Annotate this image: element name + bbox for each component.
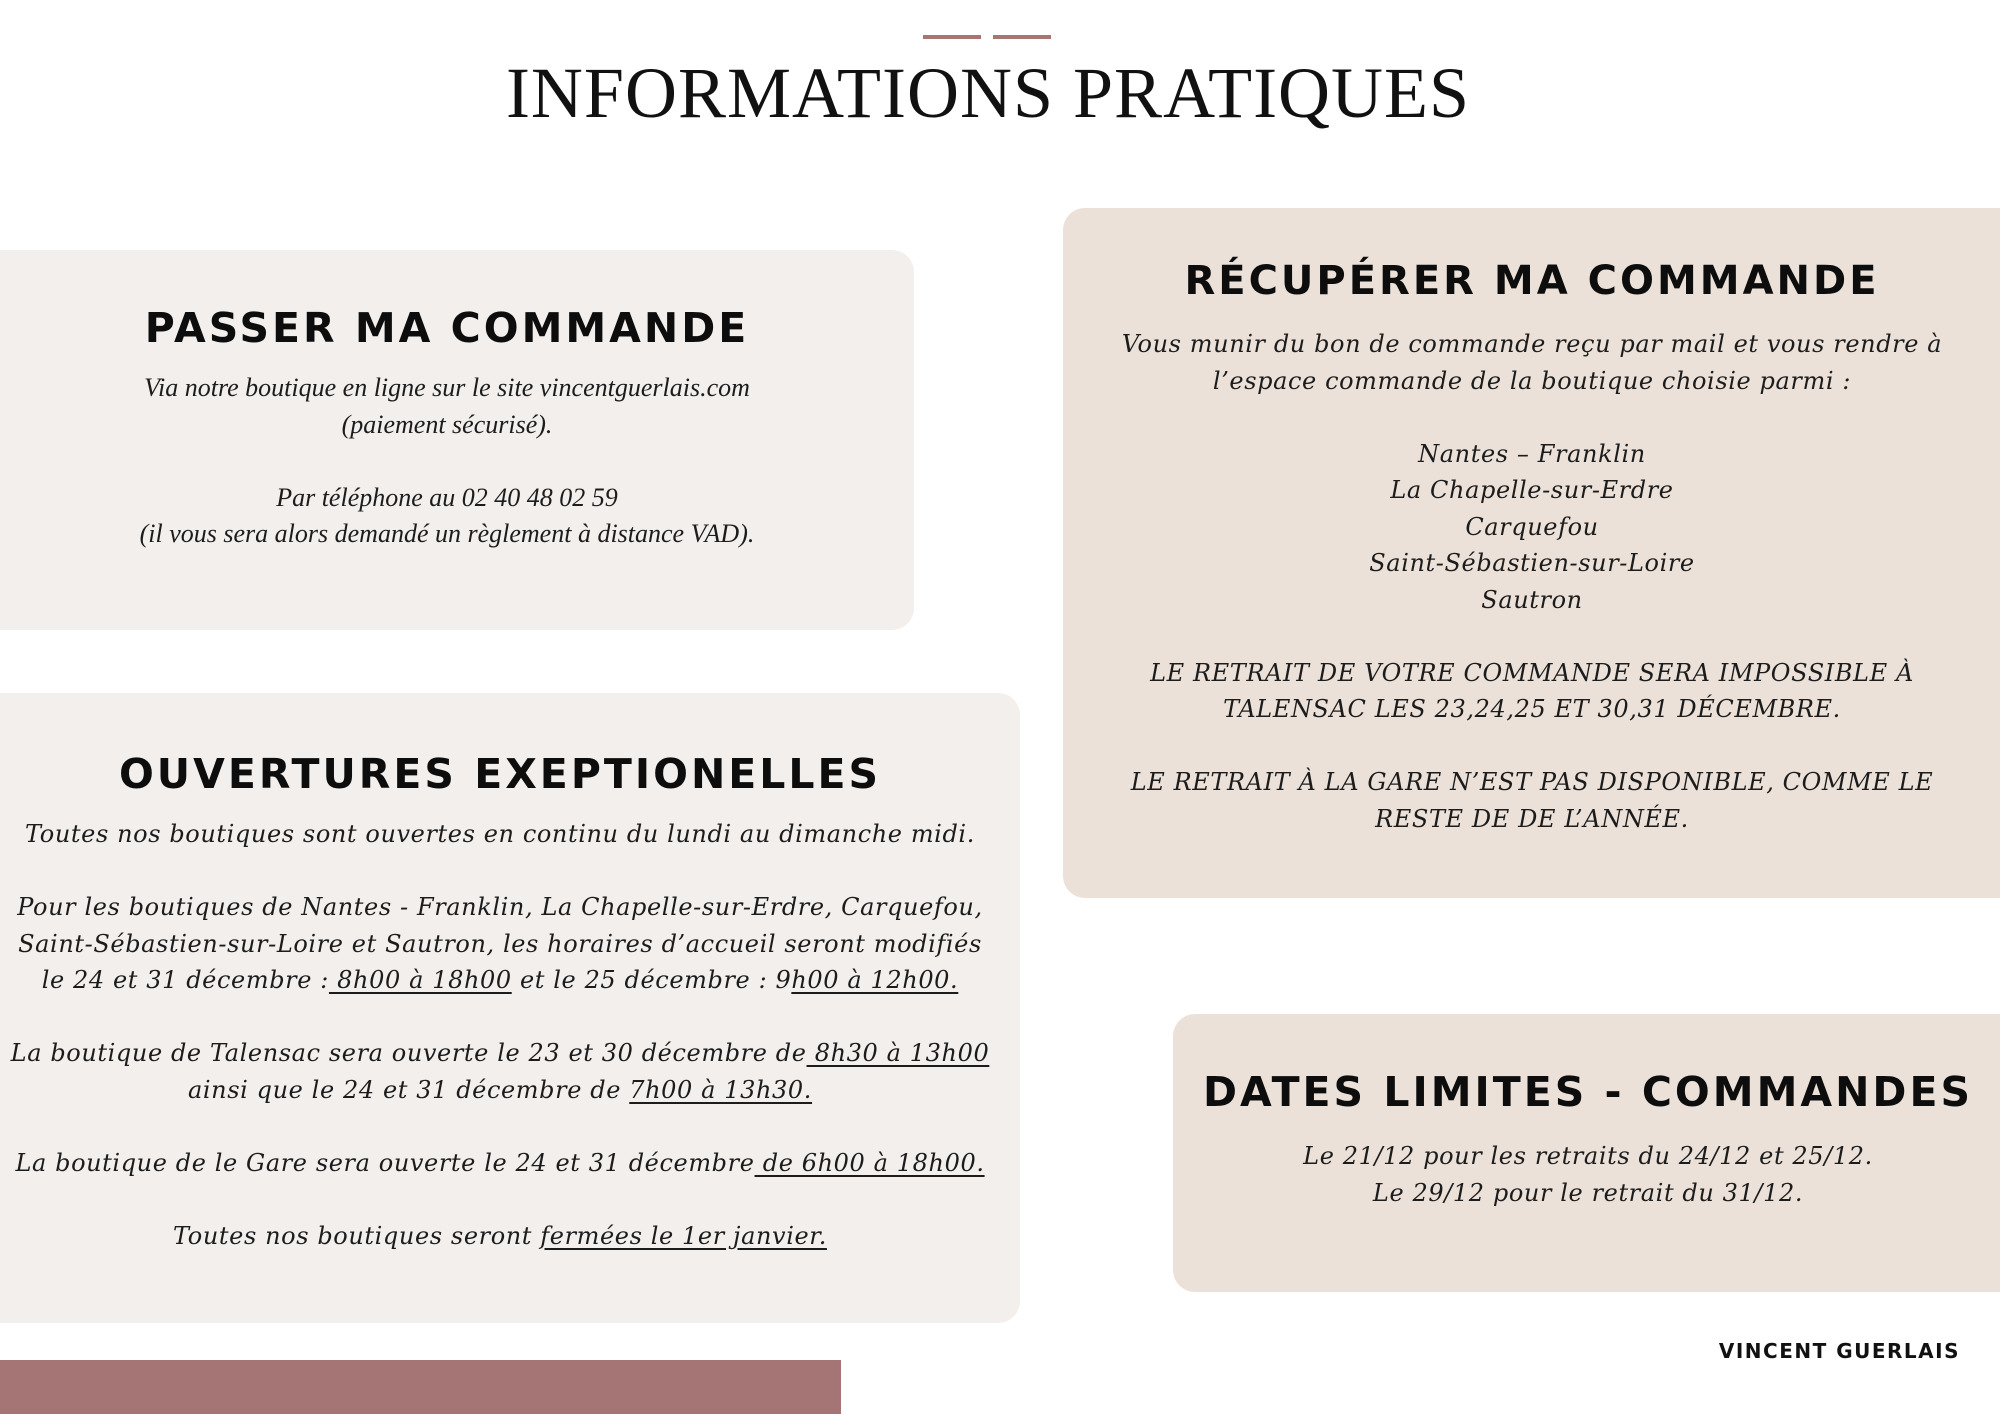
pickup-intro-text [1063, 326, 2000, 399]
opening-closed-line [0, 1218, 1020, 1255]
opening-talensac-line-1 [0, 1035, 1020, 1072]
opening-gare-hours: de 6h00 à 18h00. [754, 1148, 985, 1177]
opening-general-line: Toutes nos boutiques sont ouvertes en continu du lundi au dimanche midi. [25, 820, 975, 848]
order-info-card [0, 250, 914, 630]
pickup-heading: RÉCUPÉRER MA COMMANDE [1184, 258, 1880, 304]
opening-gare-line [0, 1145, 1020, 1182]
pickup-notice-talensac [1063, 655, 2000, 728]
opening-closed-date: fermées le 1er janvier. [540, 1221, 827, 1250]
order-heading: PASSER MA COMMANDE [144, 304, 750, 352]
opening-talensac-hours-1: 8h30 à 13h00 [806, 1039, 990, 1067]
pickup-notice-gare-line-2: RESTE DE DE L’ANNÉE. [1375, 804, 1689, 833]
bottom-accent-bar [0, 1360, 841, 1414]
opening-heading: OUVERTURES EXEPTIONELLES [118, 750, 882, 798]
opening-shops-date-2: et le 25 décembre : 9 [511, 966, 792, 994]
order-vad-line: (il vous sera alors demandé un règlement à distance VAD). [139, 519, 755, 548]
order-online-line: Via notre boutique en ligne sur le site vincentguerlais.com [144, 373, 750, 402]
pickup-shop-item: La Chapelle-sur-Erdre [1390, 476, 1674, 504]
opening-gare-text [0, 1145, 1020, 1182]
pickup-shop-item: Sautron [1481, 585, 1583, 614]
deadlines-text [1173, 1138, 2000, 1211]
opening-gare-date: La boutique de le Gare sera ouverte le 24 et 31 décembre [15, 1148, 755, 1177]
deadlines-heading: DATES LIMITES - COMMANDES [1202, 1068, 1974, 1116]
pickup-shop-item: Carquefou [1465, 512, 1599, 541]
pickup-notice-gare-line-1: LE RETRAIT À LA GARE N’EST PAS DISPONIBLE, COMME LE [1130, 768, 1934, 796]
opening-shops-hours-1: 8h00 à 18h00 [328, 966, 512, 994]
pickup-shop-item: Nantes – Franklin [1418, 439, 1646, 468]
title-decoration-left [923, 35, 981, 39]
pickup-notice-gare [1063, 764, 2000, 837]
page-title: INFORMATIONS PRATIQUES [505, 53, 1471, 133]
order-secure-line: (paiement sécurisé). [341, 409, 553, 439]
opening-shops-line-2: Saint-Sébastien-sur-Loire et Sautron, les horaires d’accueil seront modifiés [18, 929, 982, 958]
opening-general-text [0, 816, 1020, 853]
deadline-line-2: Le 29/12 pour le retrait du 31/12. [1372, 1178, 1804, 1207]
opening-shops-line-1: Pour les boutiques de Nantes - Franklin, La Chapelle-sur-Erdre, Carquefou, [17, 893, 983, 921]
opening-talensac-date-1: La boutique de Talensac sera ouverte le 23 et 30 décembre de [10, 1039, 807, 1067]
opening-shops-line-3 [0, 962, 1020, 999]
opening-talensac-line-2 [0, 1072, 1020, 1109]
opening-hours-card [0, 693, 1020, 1323]
opening-closed-prefix: Toutes nos boutiques seront [173, 1221, 541, 1250]
pickup-intro-line-2: l’espace commande de la boutique choisie parmi : [1212, 366, 1852, 395]
title-decoration-right [993, 35, 1051, 39]
opening-talensac-date-2: ainsi que le 24 et 31 décembre de [187, 1075, 630, 1104]
pickup-shop-item: Saint-Sébastien-sur-Loire [1369, 549, 1695, 577]
order-online-text [0, 370, 914, 443]
brand-name: VINCENT GUERLAIS [1718, 1339, 1960, 1363]
pickup-card [1063, 208, 2000, 898]
order-phone-line: Par téléphone au 02 40 48 02 59 [276, 482, 618, 512]
deadline-line-1: Le 21/12 pour les retraits du 24/12 et 25/12. [1303, 1142, 1873, 1170]
pickup-intro-line-1: Vous munir du bon de commande reçu par mail et vous rendre à [1121, 330, 1943, 358]
pickup-notice-talensac-line-1: LE RETRAIT DE VOTRE COMMANDE SERA IMPOSSIBLE À [1150, 658, 1914, 687]
pickup-notice-talensac-line-2: TALENSAC LES 23,24,25 ET 30,31 DÉCEMBRE. [1223, 695, 1841, 723]
pickup-shop-list [1063, 436, 2000, 619]
opening-shops-text [0, 889, 1020, 999]
opening-shops-hours-2: h00 à 12h00. [791, 966, 959, 994]
opening-closed-text [0, 1218, 1020, 1255]
order-phone-text [0, 480, 914, 553]
deadlines-card [1173, 1014, 2000, 1292]
opening-talensac-text [0, 1035, 1020, 1108]
opening-talensac-hours-2: 7h00 à 13h30. [629, 1075, 813, 1104]
opening-shops-date-1: le 24 et 31 décembre : [41, 966, 329, 994]
